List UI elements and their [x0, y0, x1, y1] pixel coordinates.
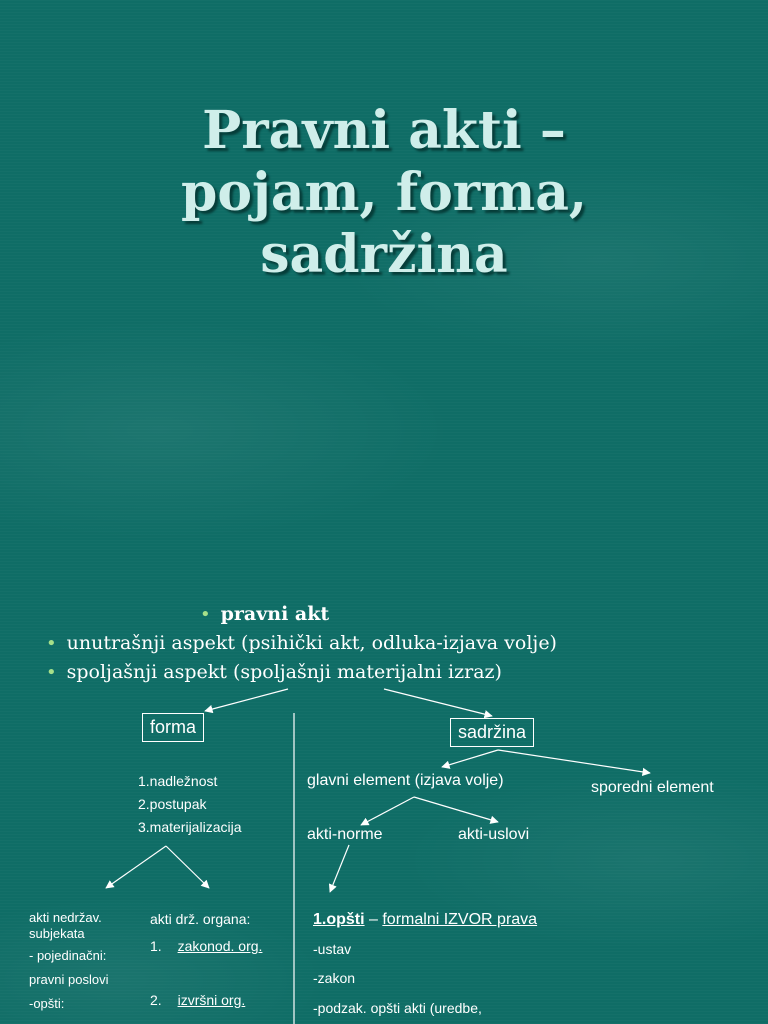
arrow-to-forma	[205, 689, 288, 711]
opsti-label: -opšti:	[29, 996, 65, 1011]
glavni-element: glavni element (izjava volje)	[307, 772, 504, 789]
opsti-heading: 1.opšti – formalni IZVOR prava	[313, 911, 538, 928]
forma-item: 3.materijalizacija	[138, 819, 242, 835]
bullet-main-label: pravni akt	[220, 603, 330, 625]
arrow-to-drz-organa	[166, 846, 209, 888]
bullet-item-label: spoljašnji aspekt (spoljašnji materijalni izraz)	[66, 661, 502, 683]
bullet-dot-icon: •	[200, 604, 211, 625]
arrow-to-opsti	[330, 845, 349, 892]
drz-organa-item: 2. izvršni org.	[150, 992, 246, 1008]
title-line-2: pojam, forma,	[180, 162, 588, 223]
bullet-item	[46, 632, 557, 654]
opsti-item: -podzak. opšti akti (uredbe,	[313, 1000, 482, 1016]
forma-box: forma	[142, 713, 204, 742]
sporedni-element: sporedni element	[591, 779, 714, 796]
bullet-dot-icon: •	[46, 662, 57, 683]
arrow-to-glavni	[442, 750, 498, 767]
akti-norme: akti-norme	[307, 826, 383, 843]
forma-item: 1.nadležnost	[138, 773, 218, 789]
arrow-to-sporedni	[498, 750, 650, 773]
akti-uslovi: akti-uslovi	[458, 826, 530, 843]
arrow-to-nedrzav	[106, 846, 166, 888]
pojedinacni-label: - pojedinačni:	[29, 948, 107, 963]
arrow-to-sadrzina	[384, 689, 492, 716]
bullet-item-label: unutrašnji aspekt (psihički akt, odluka-izjava volje)	[66, 632, 557, 654]
arrow-to-akti-uslovi	[414, 797, 498, 822]
bullet-item	[46, 661, 502, 683]
pravni-poslovi-label: pravni poslovi	[29, 972, 109, 987]
bullet-dot-icon: •	[46, 633, 57, 654]
title-line-3: sadržina	[260, 224, 508, 285]
nedrzav-subjekti: akti nedržav. subjekata	[29, 910, 102, 941]
sadrzina-box: sadržina	[450, 718, 534, 747]
drz-organa-heading: akti drž. organa:	[150, 911, 251, 927]
drz-organa-item: 1. zakonod. org.	[150, 938, 263, 954]
forma-item: 2.postupak	[138, 796, 207, 812]
arrow-to-akti-norme	[361, 797, 414, 825]
opsti-item: -zakon	[313, 970, 356, 986]
title-line-1: Pravni akti –	[202, 100, 566, 161]
bullet-main	[200, 603, 329, 625]
opsti-item: -ustav	[313, 941, 352, 957]
